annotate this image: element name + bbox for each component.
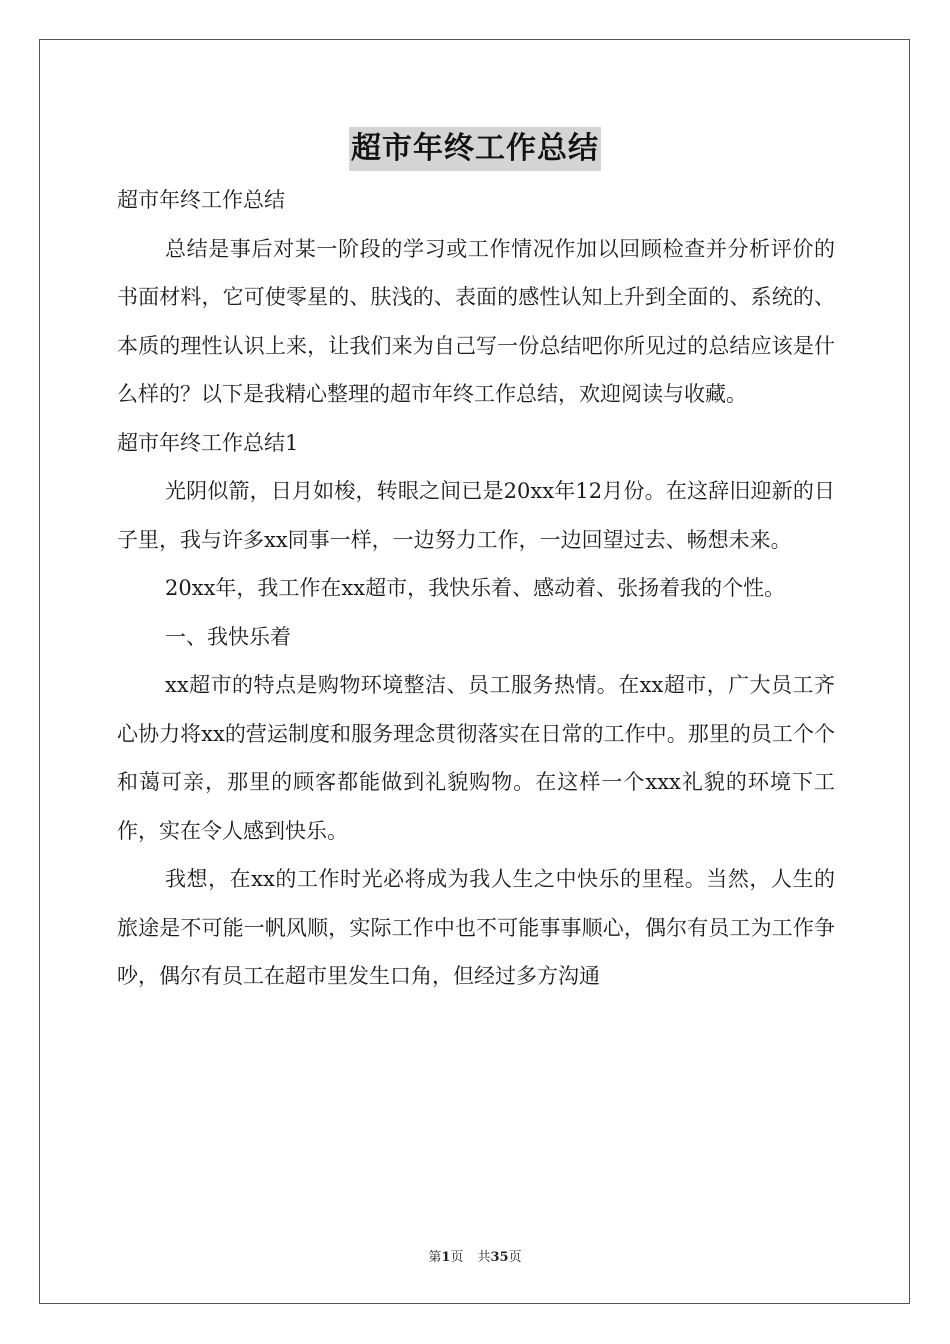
intro-paragraph: 总结是事后对某一阶段的学习或工作情况作加以回顾检查并分析评价的书面材料，它可使零星的、肤浅的、表面的感性认知上升到全面的、系统的、本质的理性认识上来，让我们来为自己写一份总结吧你所见过的总结应该是什么样的？以下是我精心整理的超市年终工作总结，欢迎阅读与收藏。 [117, 236, 835, 406]
section-heading: 超市年终工作总结1 [117, 430, 299, 455]
total-prefix: 共 [477, 1250, 491, 1265]
body-paragraph: xx超市的特点是购物环境整洁、员工服务热情。在xx超市，广大员工齐心协力将xx的营运制度和服务理念贯彻落实在日常的工作中。那里的员工个个和蔼可亲，那里的顾客都能做到礼貌购物。在这样一个xxx礼貌的环境下工作，实在令人感到快乐。 [117, 673, 835, 843]
page-prefix: 第 [428, 1250, 442, 1265]
body-paragraph: 光阴似箭，日月如梭，转眼之间已是20xx年12月份。在这辞旧迎新的日子里，我与许多xx同事一样，一边努力工作，一边回望过去、畅想未来。 [117, 479, 835, 552]
current-page-number: 1 [441, 1250, 451, 1265]
page-suffix: 页 [450, 1250, 464, 1265]
total-suffix: 页 [508, 1250, 522, 1265]
document-title: 超市年终工作总结 [349, 127, 601, 171]
total-pages-number: 35 [490, 1250, 509, 1265]
page-footer [0, 1246, 950, 1265]
subtitle-paragraph: 超市年终工作总结 [117, 188, 285, 212]
body-paragraph: 我想，在xx的工作时光必将成为我人生之中快乐的里程。当然，人生的旅途是不可能一帆风顺，实际工作中也不可能事事顺心，偶尔有员工为工作争吵，偶尔有员工在超市里发生口角，但经过多方沟通 [117, 867, 835, 988]
title-container [0, 127, 950, 171]
document-body [117, 176, 835, 1001]
subsection-heading: 一、我快乐着 [165, 624, 291, 649]
body-paragraph: 20xx年，我工作在xx超市，我快乐着、感动着、张扬着我的个性。 [165, 576, 786, 600]
